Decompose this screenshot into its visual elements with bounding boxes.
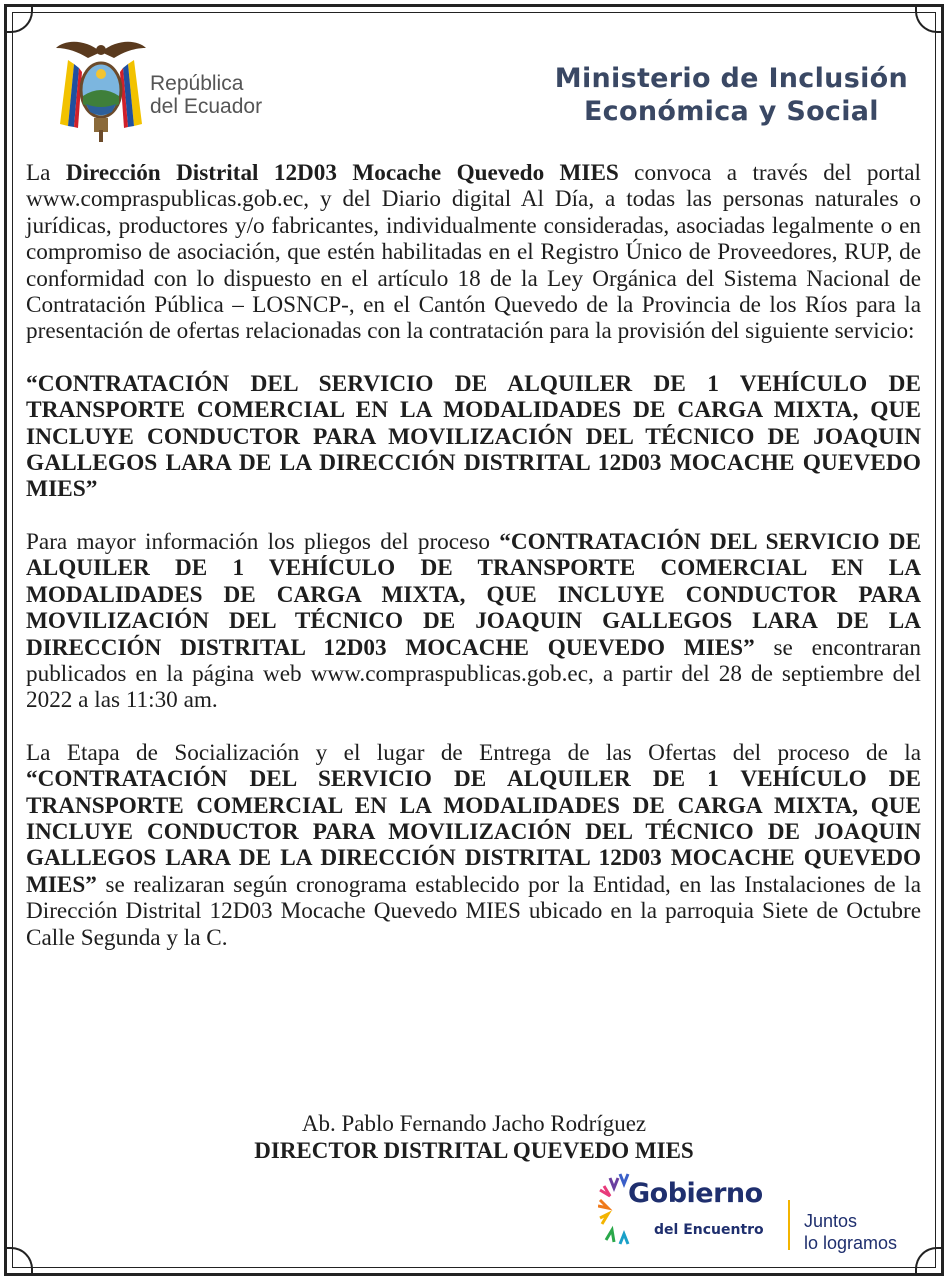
coat-of-arms-icon bbox=[54, 34, 148, 144]
delivery-paragraph bbox=[26, 740, 921, 951]
intro-paragraph bbox=[26, 160, 921, 345]
signatory-title: DIRECTOR DISTRITAL QUEVEDO MIES bbox=[254, 1138, 694, 1163]
republica-line: República bbox=[150, 72, 244, 95]
delivery-process-title: “CONTRATACIÓN DEL SERVICIO DE ALQUILER DE 1 VEHÍCULO DE TRANSPORTE COMERCIAL EN LA MODALIDADES DE CARGA MIXTA, QUE INCLUYE CONDUCTOR PARA MOVILIZACIÓN DEL TÉCNICO DE JOAQUIN GALLEGOS LARA DE LA DIRECCIÓN DISTRITAL 12D03 MOCACHE QUEVEDO MIES” bbox=[26, 766, 921, 898]
spacer bbox=[26, 503, 921, 529]
slogan-line-1: Juntos bbox=[804, 1211, 858, 1231]
republica-label bbox=[150, 72, 262, 118]
delivery-lead: La Etapa de Socialización y el lugar de Entrega de las Ofertas del proceso de la bbox=[26, 739, 921, 766]
info-rest: se encontraran publicados en la página web www.compraspublicas.gob.ec, a partir del 28 de septiembre del 2022 a las 11:30 am. bbox=[26, 634, 922, 714]
signature-block bbox=[0, 1110, 948, 1164]
gobierno-logo bbox=[598, 1170, 928, 1260]
spacer bbox=[26, 714, 921, 740]
slogan bbox=[804, 1210, 897, 1254]
service-title: “CONTRATACIÓN DEL SERVICIO DE ALQUILER DE 1 VEHÍCULO DE TRANSPORTE COMERCIAL EN LA MODALIDADES DE CARGA MIXTA, QUE INCLUYE CONDUCTOR PARA MOVILIZACIÓN DEL TÉCNICO DE JOAQUIN GALLEGOS LARA DE LA DIRECCIÓN DISTRITAL 12D03 MOCACHE QUEVEDO MIES” bbox=[26, 370, 921, 503]
ecuador-line: del Ecuador bbox=[150, 95, 263, 118]
ministry-line-1: Ministerio de Inclusión bbox=[554, 63, 908, 94]
encuentro-wordmark: del Encuentro bbox=[654, 1222, 764, 1238]
intro-lead: La bbox=[26, 160, 66, 186]
gobierno-wordmark: Gobierno bbox=[628, 1178, 763, 1209]
info-paragraph bbox=[26, 529, 921, 714]
logo-divider bbox=[788, 1200, 790, 1250]
delivery-rest: se realizaran según cronograma establecido por la Entidad, en las Instalaciones de la Dirección Distrital 12D03 Mocache Quevedo MIES ubicado en la parroquia Siete de Octubre Calle Segunda y la C. bbox=[26, 871, 921, 951]
ministry-name bbox=[555, 62, 908, 128]
info-lead: Para mayor información los pliegos del proceso bbox=[26, 528, 500, 555]
signatory-name: Ab. Pablo Fernando Jacho Rodríguez bbox=[301, 1111, 647, 1136]
header bbox=[0, 0, 948, 150]
intro-rest: convoca a través del portal www.compraspublicas.gob.ec, y del Diario digital Al Día, a todas las personas naturales o jurídicas, productores y/o fabricantes, individualmente consideradas, asociadas legalmente o en compromiso de asociación, que estén habilitadas en el Registro Único de Proveedores, RUP, de conformidad con lo dispuesto en el artículo 18 de la Ley Orgánica del Sistema Nacional de Contratación Pública – LOSNCP-, en el Cantón Quevedo de la Provincia de los Ríos para la presentación de ofertas relacionadas con la contratación para la provisión del siguiente servicio: bbox=[26, 160, 921, 345]
slogan-line-2: lo logramos bbox=[804, 1233, 898, 1253]
info-process-title: “CONTRATACIÓN DEL SERVICIO DE ALQUILER DE 1 VEHÍCULO DE TRANSPORTE COMERCIAL EN LA MODALIDADES DE CARGA MIXTA, QUE INCLUYE CONDUCTOR PARA MOVILIZACIÓN DEL TÉCNICO DE JOAQUIN GALLEGOS LARA DE LA DIRECCIÓN DISTRITAL 12D03 MOCACHE QUEVEDO MIES” bbox=[26, 528, 921, 661]
ministry-line-2: Económica y Social bbox=[583, 96, 879, 127]
notice-body bbox=[26, 160, 921, 951]
spacer bbox=[26, 345, 921, 371]
entity-name: Dirección Distrital 12D03 Mocache Quevedo MIES bbox=[65, 160, 619, 186]
